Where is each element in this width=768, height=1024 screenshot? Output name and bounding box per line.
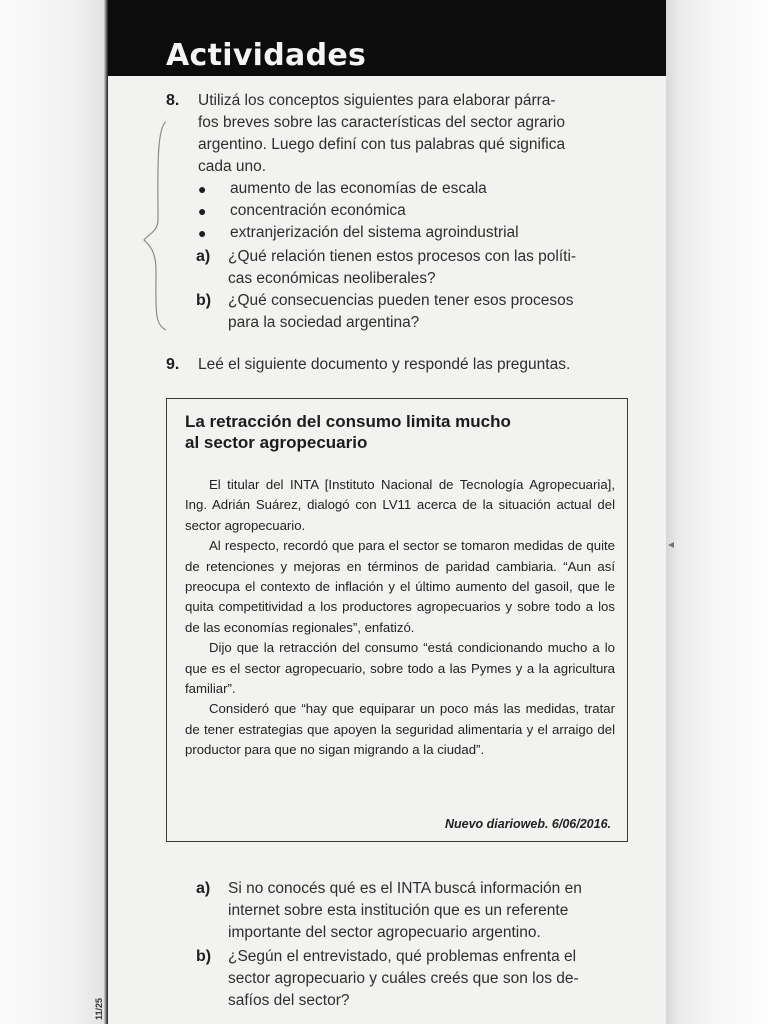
question-line: importante del sector agropecuario argentino. — [228, 924, 541, 941]
title-line: La retracción del consumo limita mucho — [185, 412, 511, 431]
exercise-8-intro — [198, 90, 638, 178]
document-body — [185, 475, 615, 761]
question-line: para la sociedad argentina? — [228, 314, 420, 331]
question-line: ¿Qué consecuencias pueden tener esos procesos — [228, 292, 574, 309]
margin-code: 11/25 — [94, 997, 104, 1020]
question-text — [228, 946, 636, 1012]
exercise-8-question-a — [196, 246, 616, 290]
bullet-icon: ● — [198, 181, 207, 197]
list-item — [196, 200, 636, 222]
question-text — [228, 290, 616, 334]
question-line: cas económicas neoliberales? — [228, 270, 436, 287]
intro-line: Utilizá los conceptos siguientes para elaborar párra- — [198, 92, 556, 109]
bullet-text: extranjerización del sistema agroindustrial — [230, 224, 519, 241]
bullet-icon: ● — [198, 225, 207, 241]
title-line: al sector agropecuario — [185, 433, 368, 452]
bullet-text: concentración económica — [230, 202, 406, 219]
exercise-9-question-a — [196, 878, 636, 944]
list-item — [196, 222, 636, 244]
question-line: ¿Según el entrevistado, qué problemas enfrenta el — [228, 948, 577, 965]
document-paragraph: Al respecto, recordó que para el sector se tomaron medidas de quite de retenciones y mejoras en términos de paridad cambiaria. “Aun así preocupa el contexto de inflación y el último aumento del gasoil, que le quita competitividad a los productores agropecuarios y sobre todo a los de las economías regionales”, enfatizó. — [185, 538, 615, 635]
intro-line: fos breves sobre las características del sector agrario — [198, 114, 565, 131]
document-paragraph: El titular del INTA [Instituto Nacional de Tecnología Agropecuaria], Ing. Adrián Suárez, dialogó con LV11 acerca de la situación actual del sector agropecuario. — [185, 477, 615, 533]
header-band — [108, 0, 666, 76]
document-source: Nuevo diarioweb. 6/06/2016. — [444, 817, 611, 831]
exercise-9-question-b — [196, 946, 636, 1012]
document-paragraph: Dijo que la retracción del consumo “está condicionando mucho a lo que es el sector agropecuario, sobre todo a las Pymes y a la agricultura familiar”. — [185, 640, 615, 697]
bullet-text: aumento de las economías de escala — [230, 180, 487, 197]
right-margin — [666, 0, 768, 1024]
exercise-8-question-b — [196, 290, 616, 334]
question-line: ¿Qué relación tienen estos procesos con las políti- — [228, 248, 577, 265]
intro-line: cada uno. — [198, 158, 267, 175]
document-title — [185, 411, 615, 453]
handwritten-brace-icon — [142, 120, 168, 332]
left-margin — [0, 0, 108, 1024]
question-line: safíos del sector? — [228, 992, 350, 1009]
list-item — [196, 178, 636, 200]
question-text — [228, 878, 636, 944]
question-letter: a) — [196, 880, 211, 897]
question-line: Si no conocés qué es el INTA buscá información en — [228, 880, 582, 897]
bullet-icon: ● — [198, 203, 207, 219]
exercise-9-number: 9. — [166, 356, 180, 373]
news-document-box — [166, 398, 628, 842]
question-letter: b) — [196, 292, 212, 309]
question-line: internet sobre esta institución que es un referente — [228, 902, 569, 919]
document-paragraph: Consideró que “hay que equiparar un poco más las medidas, tratar de tener estrategias que apoyen la seguridad alimentaria y el arraigo del productor para que no sigan migrando a la ciudad”. — [185, 701, 615, 758]
question-letter: b) — [196, 948, 212, 965]
page-title: Actividades — [166, 38, 367, 73]
question-line: sector agropecuario y cuáles creés que son los de- — [228, 970, 579, 987]
exercise-9-instruction: Leé el siguiente documento y respondé las preguntas. — [198, 356, 571, 373]
exercise-8-number: 8. — [166, 92, 180, 109]
question-text — [228, 246, 616, 290]
concept-list — [196, 178, 636, 244]
question-letter: a) — [196, 248, 211, 265]
book-page — [108, 0, 666, 1024]
intro-line: argentino. Luego definí con tus palabras qué significa — [198, 136, 566, 153]
